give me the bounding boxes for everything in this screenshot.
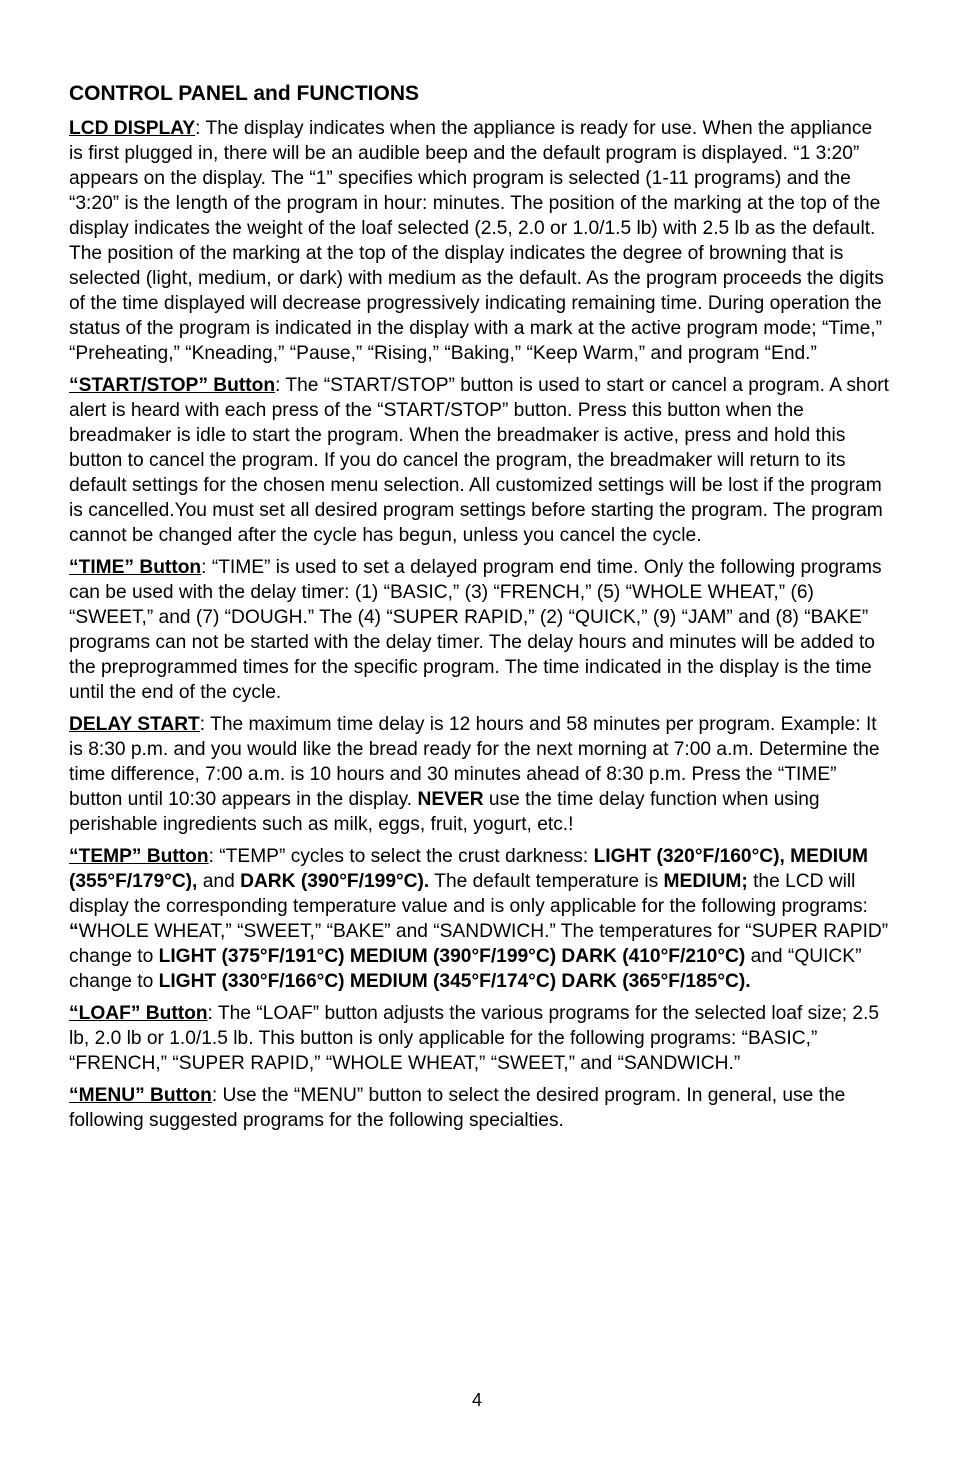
section-text: : “TEMP” cycles to select the crust darkness: [208,846,594,867]
section-text: use the time delay function when using perishable ingredients such as milk, eggs, fruit, yogurt, etc.! [69,789,820,835]
section-label: “START/STOP” Button [69,375,276,396]
section-text: The default temperature is [429,871,664,892]
page-title: CONTROL PANEL and FUNCTIONS [69,82,420,105]
temp-values: LIGHT (320°F/160°C), MEDIUM (355°F/179°C), [69,846,868,892]
section-text: the LCD will display the corresponding temperature value and is only applicable for the following programs: [69,871,868,917]
section-text: : Use the “MENU” button to select the desired program. In general, use the following suggested programs for the following specialties. [69,1085,846,1131]
temp-values: DARK (390°F/199°C). [240,871,430,892]
section-temp-button [69,844,889,994]
section-label: “LOAF” Button [69,1003,208,1024]
section-start-stop-button [69,373,889,548]
section-label: LCD DISPLAY [69,118,196,139]
section-delay-start [69,712,889,837]
section-label: “TIME” Button [69,557,202,578]
warning-never: NEVER [417,789,484,810]
section-label: “TEMP” Button [69,846,209,867]
quote-mark: “ [69,921,79,942]
section-text: and “QUICK” change to [69,946,862,992]
section-text: : The maximum time delay is 12 hours and 58 minutes per program. Example: It is 8:30 p.m. and you would like the bread ready for the next morning at 7:00 a.m. Determine the time difference, 7:00 a.m. is 10 hours and 30 minutes ahead of 8:30 p.m. Press the “TIME” button until 10:30 appears in the display. [69,714,880,810]
section-text: : “TIME” is used to set a delayed program end time. Only the following programs can be used with the delay timer: (1) “BASIC,” (3) “FRENCH,” (5) “WHOLE WHEAT,” (6) “SWEET,” and (7) “DOUGH.” The (4) “SUPER RAPID,” (2) “QUICK,” (9) “JAM” and (8) “BAKE” programs can not be started with the delay timer. The delay hours and minutes will be added to the preprogrammed times for the specific program. The time indicated in the display is the time until the end of the cycle. [69,557,882,703]
temp-values: LIGHT (330°F/166°C) MEDIUM (345°F/174°C) DARK (365°F/185°C). [158,971,751,992]
section-loaf-button [69,1001,889,1076]
section-menu-button [69,1083,889,1133]
page-number: 4 [471,1390,482,1410]
manual-page [69,80,889,1140]
temp-default: MEDIUM; [663,871,748,892]
section-text: WHOLE WHEAT,” “SWEET,” “BAKE” and “SANDWICH.” The temperatures for “SUPER RAPID” change to [69,921,889,967]
section-text: : The display indicates when the appliance is ready for use. When the appliance is first plugged in, there will be an audible beep and the default program is displayed. “1 3:20” appears on the display. The “1” specifies which program is selected (1-11 programs) and the “3:20” is the length of the program in hour: minutes. The position of the marking at the top of the display indicates the weight of the loaf selected (2.5, 2.0 or 1.0/1.5 lb) with 2.5 lb as the default. The position of the marking at the top of the display indicates the degree of browning that is selected (light, medium, or dark) with medium as the default. As the program proceeds the digits of the time displayed will decrease progressively indicating remaining time. During operation the status of the program is indicated in the display with a mark at the active program mode; “Time,” “Preheating,” “Kneading,” “Pause,” “Rising,” “Baking,” “Keep Warm,” and program “End.” [69,118,884,364]
section-label: DELAY START [69,714,200,735]
section-text: : The “START/STOP” button is used to start or cancel a program. A short alert is heard with each press of the “START/STOP” button. Press this button when the breadmaker is idle to start the program. When the breadmaker is active, press and hold this button to cancel the program. If you do cancel the program, the breadmaker will return to its default settings for the chosen menu selection. All customized settings will be lost if the program is cancelled.You must set all desired program settings before starting the program. The program cannot be changed after the cycle has begun, unless you cancel the cycle. [69,375,889,546]
temp-values: LIGHT (375°F/191°C) MEDIUM (390°F/199°C) DARK (410°F/210°C) [158,946,746,967]
section-text: and [197,871,241,892]
section-label: “MENU” Button [69,1085,212,1106]
section-text: : The “LOAF” button adjusts the various programs for the selected loaf size; 2.5 lb, 2.0 lb or 1.0/1.5 lb. This button is only applicable for the following programs: “BASIC,” “FRENCH,” “SUPER RAPID,” “WHOLE WHEAT,” “SWEET,” and “SANDWICH.” [69,1003,880,1074]
section-time-button [69,555,889,705]
section-lcd-display [69,116,889,366]
